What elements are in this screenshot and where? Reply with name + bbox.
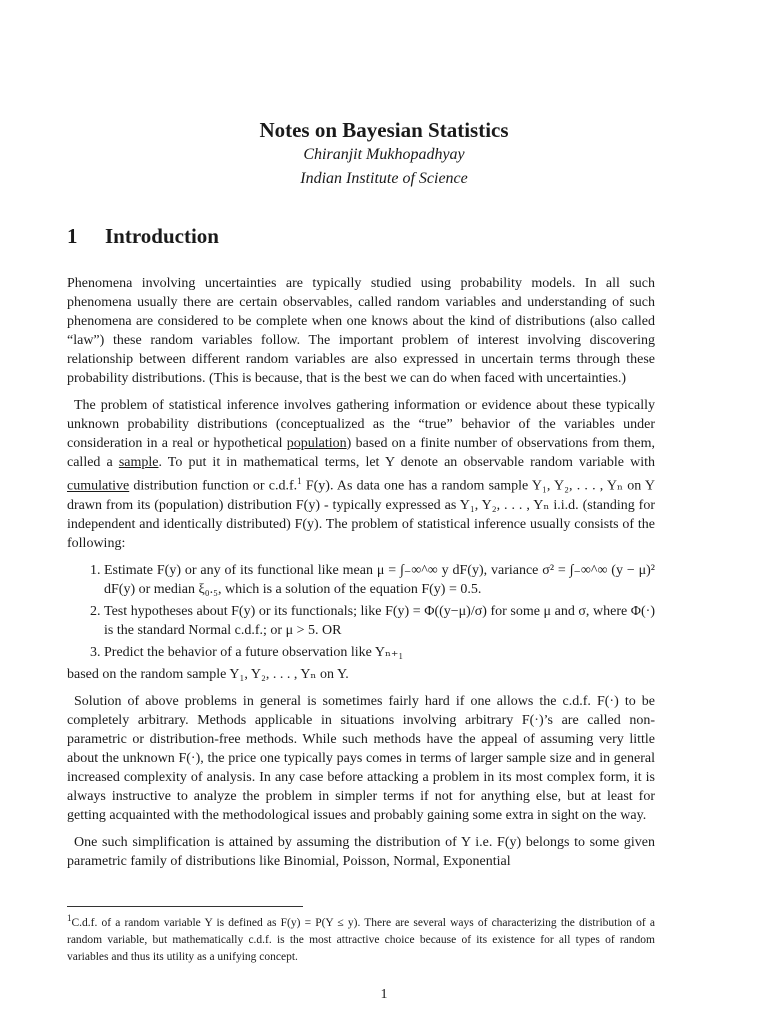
underlined-term-cumulative: cumulative	[67, 478, 130, 494]
paragraph-2-text-d: distribution function or c.d.f.	[129, 478, 298, 494]
underlined-term-population: population	[286, 436, 347, 451]
paper-title: Notes on Bayesian Statistics	[259, 118, 509, 142]
author-affiliation: Indian Institute of Science	[300, 170, 468, 187]
paragraph-3: Solution of above problems in general is sometimes fairly hard if one allows the c.d.f. F(·) to be completely arbitrary. Methods applicable in situations involving arbitrary F(·)’s are called non-parametric or distribution-free methods. While such methods have the appeal of assuming very little about the unknown F(·), the price one typically pays comes in terms of larger sample size and in general increased complexity of analysis. In any case before attacking a problem in its most complex form, it is always instructive to analyze the problem in simpler terms if not for anything else, but at least for getting acquainted with the methodological issues and probably gaining some extra in sight on the way.	[67, 693, 655, 823]
section-title: Introduction	[105, 224, 219, 248]
list-item: 1. Estimate F(y) or any of its functional like mean μ = ∫₋∞^∞ y dF(y), variance σ² = ∫₋∞^∞ (y − μ)² dF(y) or median ξ₀.₅, which is a solution of the equation F(y) = 0.5.	[104, 561, 655, 599]
page-number: 1	[380, 987, 388, 1002]
inference-problems-list	[67, 561, 655, 662]
paragraph-2-text-a: The problem of statistical inference involves gathering information or evidence about these typically unknown probability distributions (conceptualized as the “true” behavior of the variables under consideration in a real or hypothetical	[67, 398, 655, 451]
list-item: 3. Predict the behavior of a future observation like Yₙ₊₁	[104, 643, 655, 662]
paragraph-2	[67, 396, 655, 553]
list-tail: based on the random sample Y₁, Y₂, . . . , Yₙ on Y.	[67, 666, 349, 682]
author-name: Chiranjit Mukhopadhyay	[303, 146, 465, 163]
paragraph-2-text-b: ) based on a finite number of observations from them, called a	[67, 436, 655, 470]
paper-header	[0, 117, 768, 191]
paragraph-4: One such simplification is attained by assuming the distribution of Y i.e. F(y) belongs to some given parametric family of distributions like Binomial, Poisson, Normal, Exponential	[67, 834, 655, 869]
section-number: 1	[67, 224, 78, 248]
paper-body	[67, 274, 655, 879]
section-heading	[67, 224, 219, 249]
paragraph-2-text-c: . To put it in mathematical terms, let Y denote an observable random variable with	[158, 455, 655, 470]
footnote-marker[interactable]: 1	[297, 476, 302, 486]
footnote	[67, 910, 655, 966]
paragraph-2-text-e: F(y). As data one has a random sample Y₁, Y₂, . . . , Yₙ on Y drawn from its (population) distribution F(y) - typically expressed as Y₁, Y₂, . . . , Yₙ i.i.d. (standing for independent and identically distributed) F(y). The problem of statistical inference usually consists of the following:	[67, 478, 655, 551]
footnote-rule	[67, 906, 303, 907]
list-item: 2. Test hypotheses about F(y) or its functionals; like F(y) = Φ((y−μ)/σ) for some μ and σ, where Φ(·) is the standard Normal c.d.f.; or μ > 5. OR	[104, 602, 655, 640]
paragraph-1: Phenomena involving uncertainties are typically studied using probability models. In all such phenomena usually there are certain observables, called random variables and understanding of such phenomena are considered to be complete when one knows about the kind of distributions (also called “law”) these random variables follow. The important problem of interest involving discovering relationship between different random variables are also expressed in uncertain terms through these probability distributions. (This is because, that is the best we can do when faced with uncertainties.)	[67, 276, 655, 386]
footnote-text: C.d.f. of a random variable Y is defined as F(y) = P(Y ≤ y). There are several ways of characterizing the distribution of a random variable, but mathematically c.d.f. is the most attractive choice because of its existence for all types of random variables and thus its utility as a unifying concept.	[67, 916, 655, 963]
footnote-number: 1	[67, 913, 72, 923]
underlined-term-sample: sample	[118, 455, 159, 470]
